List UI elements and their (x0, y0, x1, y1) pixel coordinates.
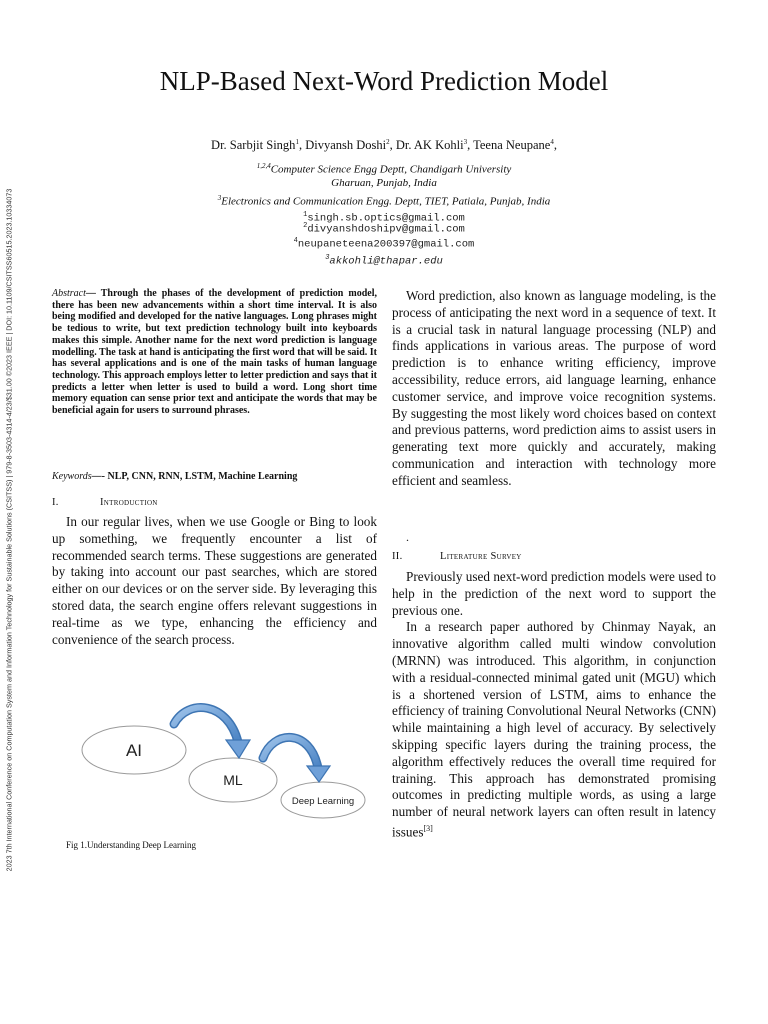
keywords: Keywords—- NLP, CNN, RNN, LSTM, Machine Learning (52, 471, 298, 482)
author-4: Teena Neupane$^4$ (473, 138, 554, 153)
paper-title: NLP-Based Next-Word Prediction Model (159, 66, 609, 96)
stray-dot: . (406, 530, 409, 544)
word-prediction-paragraph: Word prediction, also known as language modeling, is the process of anticipating the next word in a sequence of text. It is a crucial task in natural language processing (NLP) and finds applications in various areas. The purpose of word prediction is to enhance writing efficiency, improve accessibility, reduce errors, aid language learning, enhance customer service, and improve voice recognition systems. By suggesting the most likely word choices based on context and previous patterns, word prediction aims to assist users in generating text more quickly and accurately, making communication and interaction with technology more efficient and seamless. (392, 288, 716, 488)
literature-paragraph-1: Previously used next-word prediction models were used to help in the prediction of the next word to support the previous one. (392, 569, 716, 618)
affiliation-2: $^3$Electronics and Communication Engg. Deptt, TIET, Patiala, Punjab, India (217, 194, 551, 208)
arrow-ai-to-ml-fill (174, 708, 238, 742)
author-list: Dr. Sarbjit Singh$^1$, Divyansh Doshi$^2$, Dr. AK Kohli$^3$, Teena Neupane$^4$, (211, 138, 557, 153)
email-2[interactable]: $^2$divyanshdoshipv@gmail.com (303, 222, 465, 236)
affiliation-1: $^{1,2,4}$Computer Science Engg Deptt, Chandigarh University (256, 162, 512, 176)
figure-caption: Fig 1.Understanding Deep Learning (66, 840, 196, 850)
author-2: Divyansh Doshi$^2$ (305, 138, 390, 153)
label-ai: AI (125, 741, 143, 760)
side-note-text: 2023 7th International Conference on Computation System and Information Technology for Sustainable Solutions (CSITSS) | 979-8-3503-4314-4/23/$31.00 ©2023 IEEE | DOI: 10.1109/CSITSS60515.2023.10334073 (4, 188, 14, 872)
section-heading-introduction: I. Introduction (52, 497, 158, 508)
section-heading-literature-survey: II. Literature Survey (392, 551, 522, 562)
abstract: Abstract— Through the phases of the development of prediction model, there has been new advancements within a short time interval. It is also being modified and developed for the native languages. Long phrases might be tedious to write, but text prediction technology built into keyboards makes this simple. Another name for the next word prediction is language modelling. The task at hand is anticipating the first word that will be said. It has several applications and is one of the main tasks of human language technology. This approach employs letter to letter prediction and says that it predicts a letter when letter is used to build a word. Long short time memory equation can sense prior text and anticipate the words that may be beneficial again for users to surround phrases. (52, 288, 377, 417)
literature-survey-text (392, 569, 716, 841)
arrow-ai-to-ml-head (226, 740, 250, 758)
citation-ref-3[interactable]: [3] (423, 823, 433, 833)
literature-paragraph-2: In a research paper authored by Chinmay Nayak, an innovative algorithm called multi window convolution (MRNN) was introduced. This algorithm, in conjunction with a residual-connected minimal gated unit (MGU) which is a shortened version of LSTM, aims to enhance the efficiency of training Convolutional Neural Networks (CNN) while maintaining a high level of accuracy. By selectively skipping specific layers during the training process, the algorithm effectively reduces the overall time required for training. This approach has demonstrated promising outcomes in predicting multiple words, as using a large number of neural network layers can often result in latency issues[3] (392, 619, 716, 840)
arrow-ml-to-dl-head (307, 766, 330, 782)
author-3: Dr. AK Kohli$^3$ (395, 138, 468, 153)
author-1: Dr. Sarbjit Singh$^1$ (211, 138, 299, 153)
introduction-paragraph: In our regular lives, when we use Google or Bing to look up something, we frequently encounter a list of recommended search terms. These suggestions are generated by taking into account our past searches, which are stored either on our devices or on the server side. By leveraging this stored data, the search engine offers relevant suggestions in real-time as we type, enhancing the efficiency and convenience of the search process. (52, 514, 377, 647)
label-ml: ML (223, 772, 243, 788)
email-4[interactable]: $^3$akkohli@thapar.edu (325, 254, 443, 268)
label-deep-learning: Deep Learning (291, 796, 355, 807)
affiliation-1-location: Gharuan, Punjab, India (331, 177, 437, 189)
email-1[interactable]: $^1$singh.sb.optics@gmail.com (303, 211, 465, 225)
email-3[interactable]: $^4$neupaneteena200397@gmail.com (293, 237, 475, 251)
deep-learning-diagram (78, 700, 368, 830)
